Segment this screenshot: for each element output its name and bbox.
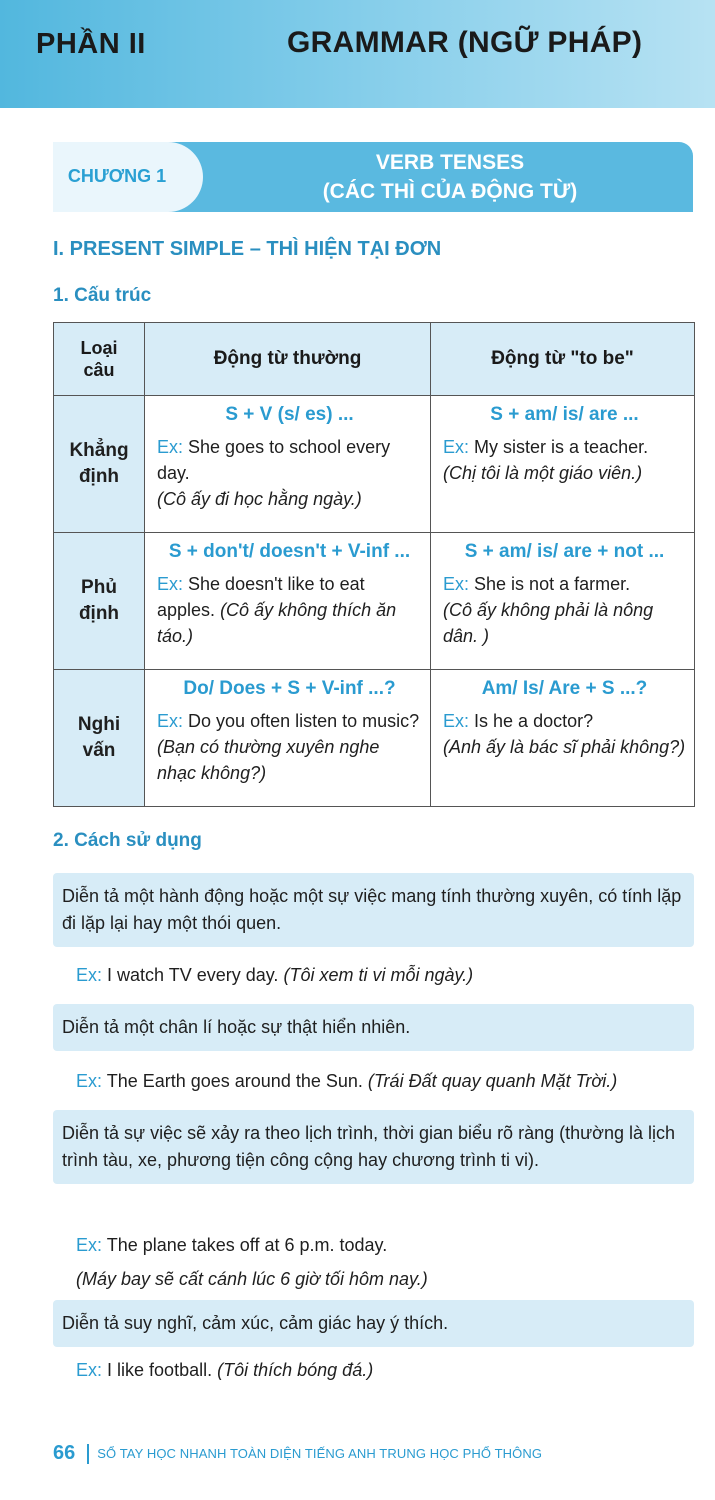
regular-cell (145, 533, 431, 670)
example-translation: (Cô ấy đi học hằng ngày.) (157, 489, 362, 509)
tobe-cell (431, 670, 695, 807)
row-label-line2: định (78, 466, 120, 487)
example-translation: (Cô ấy không thích ăn táo.) (157, 600, 397, 646)
table-header-row (54, 323, 695, 396)
chapter-title-line2: (CÁC THÌ CỦA ĐỘNG TỪ) (322, 180, 578, 203)
ex-prefix: Ex: (443, 574, 470, 594)
book-title: SỔ TAY HỌC NHANH TOÀN DIỆN TIẾNG ANH TRUNG HỌC PHỔ THÔNG (97, 1446, 543, 1461)
usage-example (76, 1357, 373, 1383)
table-row-interrogative (54, 670, 695, 807)
row-label-line2: vấn (82, 740, 116, 761)
row-label-line1: Nghi (77, 714, 121, 735)
row-label-line1: Phủ (81, 577, 117, 598)
chapter-title (210, 148, 690, 206)
example-translation: (Máy bay sẽ cất cánh lúc 6 giờ tối hôm nay.) (76, 1269, 428, 1289)
regular-cell (145, 670, 431, 807)
header-sentence-type (54, 323, 145, 396)
example-text: The plane takes off at 6 p.m. today. (106, 1235, 388, 1255)
chapter-title-line1: VERB TENSES (375, 151, 525, 174)
ex-prefix: Ex: (76, 965, 103, 985)
example-translation: (Anh ấy là bác sĩ phải không?) (443, 737, 686, 757)
page-footer (53, 1442, 542, 1465)
example-text: I like football. (107, 1360, 213, 1380)
ex-prefix: Ex: (157, 437, 184, 457)
usage-heading: 2. Cách sử dụng (53, 830, 202, 851)
header-type-line1: Loại (80, 338, 118, 358)
header-regular-verb: Động từ thường (145, 323, 431, 396)
header-type-line2: câu (83, 360, 115, 380)
example-translation: (Chị tôi là một giáo viên.) (443, 463, 643, 483)
ex-prefix: Ex: (76, 1071, 103, 1091)
example-text: She doesn't like to eat apples. (157, 574, 365, 620)
usage-box: Diễn tả suy nghĩ, cảm xúc, cảm giác hay ý thích. (53, 1300, 694, 1347)
example-text: She goes to school every day. (157, 437, 391, 483)
part-label: PHẦN II (36, 28, 146, 60)
usage-box: Diễn tả một hành động hoặc một sự việc mang tính thường xuyên, có tính lặp đi lặp lại hay một thói quen. (53, 873, 694, 947)
ex-prefix: Ex: (76, 1235, 103, 1255)
formula: S + don't/ doesn't + V-inf ... (168, 541, 411, 562)
ex-prefix: Ex: (443, 711, 470, 731)
row-label-line2: định (78, 603, 120, 624)
ex-prefix: Ex: (157, 574, 184, 594)
example-translation: (Bạn có thường xuyên nghe nhạc không?) (157, 737, 380, 783)
section-heading: I. PRESENT SIMPLE – THÌ HIỆN TẠI ĐƠN (53, 238, 442, 260)
table-row-affirmative (54, 396, 695, 533)
usage-example (76, 962, 473, 988)
ex-prefix: Ex: (157, 711, 184, 731)
ex-prefix: Ex: (76, 1360, 103, 1380)
example-translation: (Cô ấy không phải là nông dân. ) (443, 600, 654, 646)
example-translation: (Tôi xem ti vi mỗi ngày.) (283, 965, 474, 985)
example-text: My sister is a teacher. (474, 437, 649, 457)
part-title: GRAMMAR (NGỮ PHÁP) (287, 26, 643, 59)
header-tobe-verb: Động từ "to be" (431, 323, 695, 396)
row-label-line1: Khẳng (69, 440, 129, 461)
formula: Do/ Does + S + V-inf ...? (183, 678, 396, 699)
example-text: I watch TV every day. (107, 965, 279, 985)
usage-example (76, 1232, 387, 1258)
table-row-negative (54, 533, 695, 670)
example-text: The Earth goes around the Sun. (106, 1071, 363, 1091)
row-label (54, 670, 145, 807)
tobe-cell (431, 396, 695, 533)
structure-heading: 1. Cấu trúc (53, 285, 152, 306)
footer-divider (87, 1444, 89, 1464)
ex-prefix: Ex: (443, 437, 470, 457)
row-label (54, 533, 145, 670)
page-number: 66 (53, 1442, 76, 1464)
example-text: Is he a doctor? (474, 711, 594, 731)
formula: S + V (s/ es) ... (225, 404, 354, 425)
example-text: She is not a farmer. (474, 574, 631, 594)
usage-box: Diễn tả sự việc sẽ xảy ra theo lịch trình, thời gian biểu rõ ràng (thường là lịch trình tàu, xe, phương tiện công cộng hay chương trình ti vi). (53, 1110, 694, 1184)
row-label (54, 396, 145, 533)
structure-table (53, 322, 695, 807)
example-text: Do you often listen to music? (188, 711, 420, 731)
formula: Am/ Is/ Are + S ...? (481, 678, 648, 699)
regular-cell (145, 396, 431, 533)
tobe-cell (431, 533, 695, 670)
chapter-label: CHƯƠNG 1 (67, 166, 167, 186)
usage-example (76, 1068, 617, 1094)
formula: S + am/ is/ are ... (490, 404, 639, 425)
example-translation: (Tôi thích bóng đá.) (217, 1360, 374, 1380)
formula: S + am/ is/ are + not ... (464, 541, 665, 562)
usage-box: Diễn tả một chân lí hoặc sự thật hiển nhiên. (53, 1004, 694, 1051)
example-translation: (Trái Đất quay quanh Mặt Trời.) (367, 1071, 618, 1091)
